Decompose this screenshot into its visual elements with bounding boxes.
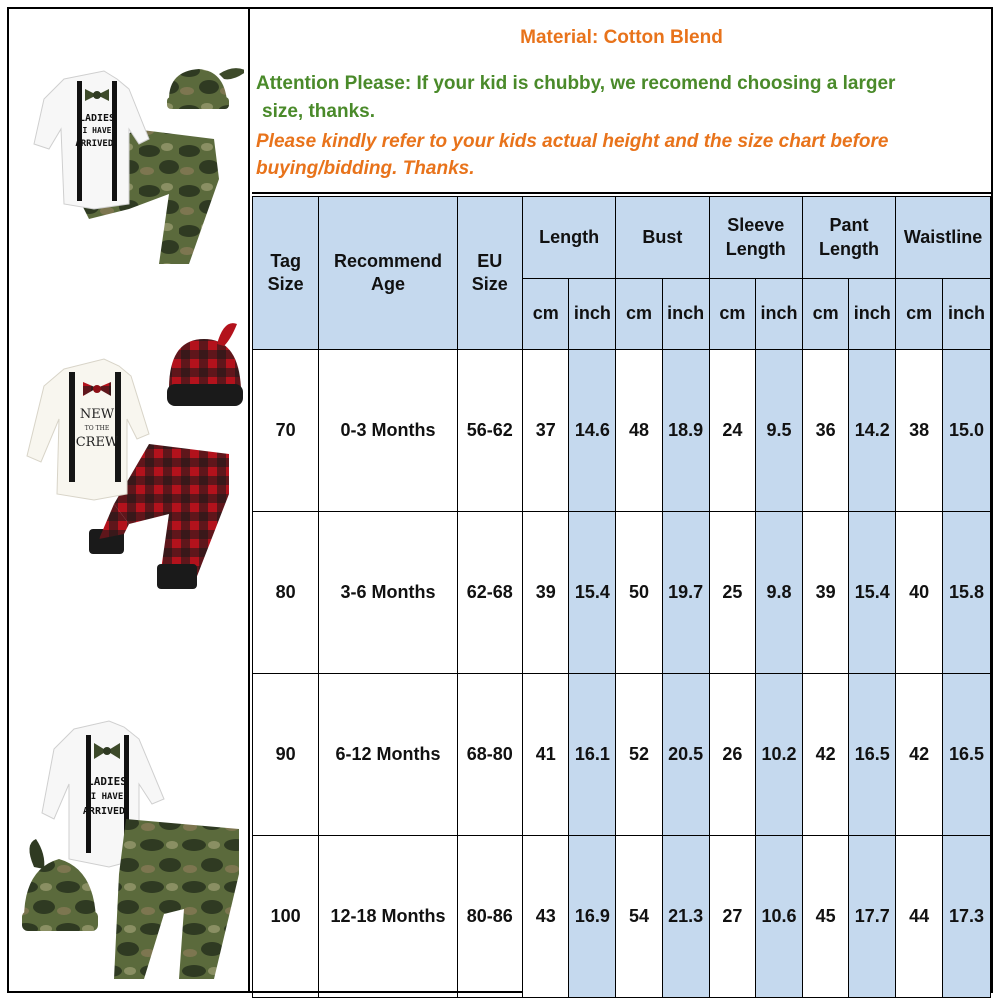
unit-inch: inch — [942, 279, 990, 350]
svg-text:TO THE: TO THE — [84, 425, 110, 432]
length-cm-cell: 43 — [522, 836, 569, 998]
tag-size-cell: 80 — [253, 512, 319, 674]
refer-note-line1: Please kindly refer to your kids actual height and the size chart before — [256, 131, 889, 152]
table-row — [253, 674, 991, 836]
waist-cm-cell: 40 — [896, 512, 943, 674]
sleeve-cm-cell: 25 — [709, 512, 756, 674]
svg-text:LADIES: LADIES — [87, 775, 127, 788]
svg-text:CREW: CREW — [75, 435, 119, 450]
length-inch-cell: 16.9 — [569, 836, 616, 998]
svg-text:ARRIVED.: ARRIVED. — [75, 139, 119, 149]
unit-inch: inch — [849, 279, 896, 350]
eu-size-cell: 62-68 — [457, 512, 522, 674]
material-note: Material: Cotton Blend — [520, 27, 723, 48]
unit-inch: inch — [756, 279, 803, 350]
header-tag-size: Tag Size — [253, 197, 319, 350]
header-eu-size: EU Size — [457, 197, 522, 350]
bust-cm-cell: 52 — [616, 674, 663, 836]
bust-cm-cell: 50 — [616, 512, 663, 674]
length-inch-cell: 16.1 — [569, 674, 616, 836]
length-inch-cell: 14.6 — [569, 350, 616, 512]
waist-inch-cell: 17.3 — [942, 836, 990, 998]
tag-size-cell: 90 — [253, 674, 319, 836]
pant-cm-cell: 45 — [802, 836, 849, 998]
refer-note-line2: buying/bidding. Thanks. — [256, 158, 475, 179]
sleeve-cm-cell: 26 — [709, 674, 756, 836]
header-length: Length — [522, 197, 615, 279]
unit-cm: cm — [616, 279, 663, 350]
bust-inch-cell: 20.5 — [662, 674, 709, 836]
bust-inch-cell: 19.7 — [662, 512, 709, 674]
pant-cm-cell: 42 — [802, 674, 849, 836]
pant-cm-cell: 39 — [802, 512, 849, 674]
tag-size-cell: 100 — [253, 836, 319, 998]
waist-inch-cell: 16.5 — [942, 674, 990, 836]
age-cell: 6-12 Months — [319, 674, 457, 836]
camo-outfit-photo-2 — [14, 709, 246, 984]
unit-inch: inch — [569, 279, 616, 350]
bust-cm-cell: 54 — [616, 836, 663, 998]
bust-inch-cell: 21.3 — [662, 836, 709, 998]
header-sleeve-length: Sleeve Length — [709, 197, 802, 279]
pant-inch-cell: 17.7 — [849, 836, 896, 998]
plaid-outfit-photo — [19, 314, 244, 604]
unit-cm: cm — [802, 279, 849, 350]
svg-text:LADIES: LADIES — [78, 113, 116, 124]
sleeve-inch-cell: 10.6 — [756, 836, 803, 998]
table-row — [253, 836, 991, 998]
age-cell: 3-6 Months — [319, 512, 457, 674]
sleeve-inch-cell: 10.2 — [756, 674, 803, 836]
eu-size-cell: 68-80 — [457, 674, 522, 836]
bust-cm-cell: 48 — [616, 350, 663, 512]
waist-cm-cell: 38 — [896, 350, 943, 512]
sleeve-cm-cell: 24 — [709, 350, 756, 512]
svg-text:NEW: NEW — [79, 407, 115, 422]
tag-size-cell: 70 — [253, 350, 319, 512]
unit-cm: cm — [709, 279, 756, 350]
size-chart-table — [252, 196, 991, 998]
sleeve-inch-cell: 9.8 — [756, 512, 803, 674]
waist-cm-cell: 42 — [896, 674, 943, 836]
age-cell: 12-18 Months — [319, 836, 457, 998]
length-cm-cell: 41 — [522, 674, 569, 836]
eu-size-cell: 80-86 — [457, 836, 522, 998]
product-photos-column — [9, 9, 250, 991]
attention-note-line2: size, thanks. — [262, 101, 375, 122]
svg-text:ARRIVED.: ARRIVED. — [82, 806, 132, 817]
notes-panel — [252, 9, 991, 194]
length-inch-cell: 15.4 — [569, 512, 616, 674]
header-waistline: Waistline — [896, 197, 991, 279]
svg-text:I HAVE: I HAVE — [90, 792, 124, 802]
header-bust: Bust — [616, 197, 709, 279]
age-cell: 0-3 Months — [319, 350, 457, 512]
size-chart-frame — [7, 7, 993, 993]
unit-cm: cm — [522, 279, 569, 350]
pant-inch-cell: 15.4 — [849, 512, 896, 674]
unit-inch: inch — [662, 279, 709, 350]
sleeve-cm-cell: 27 — [709, 836, 756, 998]
camo-outfit-photo-1 — [19, 59, 244, 269]
table-row — [253, 350, 991, 512]
header-pant-length: Pant Length — [802, 197, 895, 279]
pant-inch-cell: 16.5 — [849, 674, 896, 836]
pant-cm-cell: 36 — [802, 350, 849, 512]
bust-inch-cell: 18.9 — [662, 350, 709, 512]
pant-inch-cell: 14.2 — [849, 350, 896, 512]
unit-cm: cm — [896, 279, 943, 350]
length-cm-cell: 37 — [522, 350, 569, 512]
waist-inch-cell: 15.8 — [942, 512, 990, 674]
svg-text:I HAVE: I HAVE — [82, 126, 112, 135]
sleeve-inch-cell: 9.5 — [756, 350, 803, 512]
length-cm-cell: 39 — [522, 512, 569, 674]
header-recommend-age: Recommend Age — [319, 197, 457, 350]
attention-note-line1: Attention Please: If your kid is chubby, we recomend choosing a larger — [256, 73, 896, 94]
waist-inch-cell: 15.0 — [942, 350, 990, 512]
table-row — [253, 512, 991, 674]
waist-cm-cell: 44 — [896, 836, 943, 998]
eu-size-cell: 56-62 — [457, 350, 522, 512]
